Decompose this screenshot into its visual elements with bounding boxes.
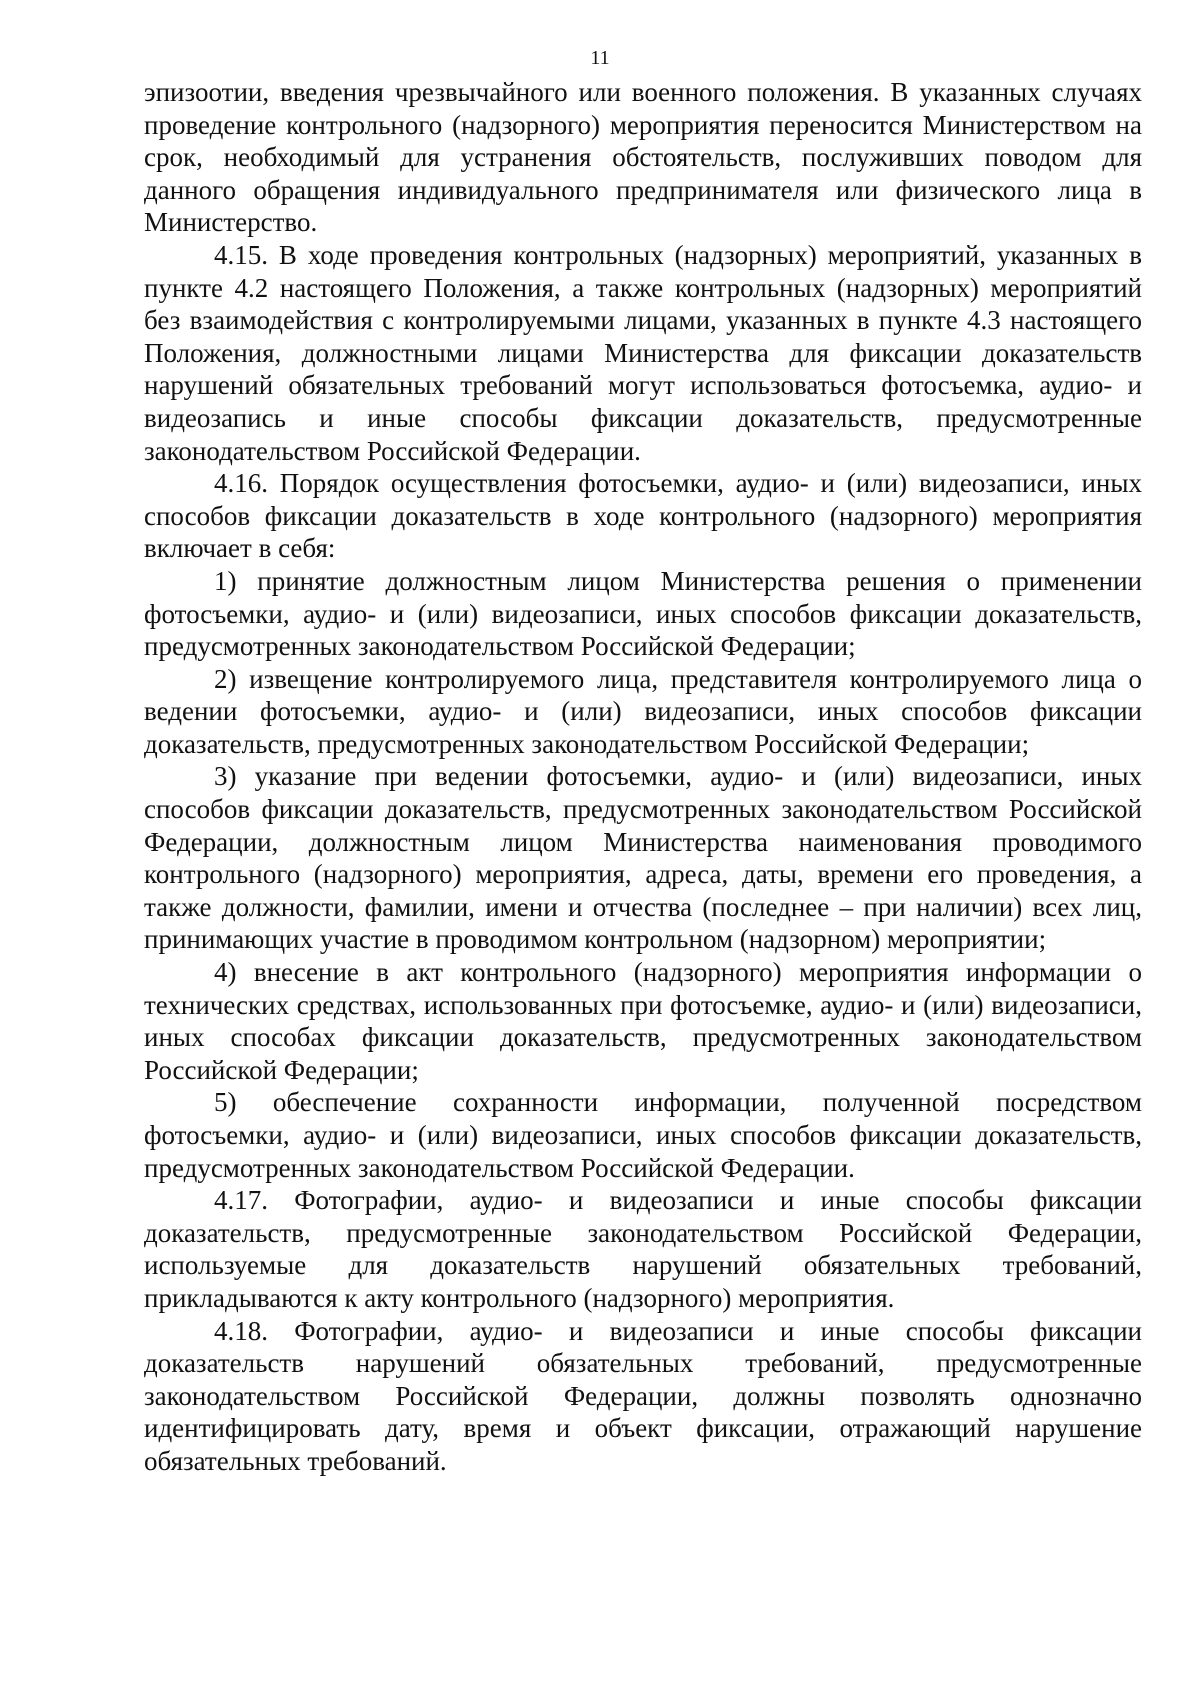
list-item-1: 1) принятие должностным лицом Министерства решения о применении фотосъемки, аудио- и (или) видеозаписи, иных способов фиксации доказательств, предусмотренных законодательством Российской Федерации; bbox=[144, 565, 1142, 662]
list-item-4: 4) внесение в акт контрольного (надзорного) мероприятия информации о технических средствах, использованных при фотосъемке, аудио- и (или) видеозаписи, иных способах фиксации доказательств, предусмотренных законодательством Российской Федерации; bbox=[144, 957, 1142, 1085]
list-item-2: 2) извещение контролируемого лица, представителя контролируемого лица о ведении фотосъемки, аудио- и (или) видеозаписи, иных способов фиксации доказательств, предусмотренных законодательством Российской Федерации; bbox=[144, 663, 1142, 759]
list-item-5: 5) обеспечение сохранности информации, полученной посредством фотосъемки, аудио- и (или) видеозаписи, иных способов фиксации доказательств, предусмотренных законодательством Российской Федерации. bbox=[144, 1087, 1142, 1183]
list-item-3: 3) указание при ведении фотосъемки, аудио- и (или) видеозаписи, иных способов фиксации доказательств, предусмотренных законодательством Российской Федерации, должностным лицом Министерства наименования проводимого контрольного (надзорного) мероприятия, адреса, даты, времени его проведения, а также должности, фамилии, имени и отчества (последнее – при наличии) всех лиц, принимающих участие в проводимом контрольном (надзорном) мероприятии; bbox=[144, 761, 1142, 955]
paragraph-continuation: эпизоотии, введения чрезвычайного или военного положения. В указанных случаях проведение контрольного (надзорного) мероприятия переносится Министерством на срок, необходимый для устранения обстоятельств, послуживших поводом для данного обращения индивидуального предпринимателя или физического лица в Министерство. bbox=[144, 77, 1142, 238]
document-body bbox=[144, 76, 1142, 1478]
paragraph-4-18: 4.18. Фотографии, аудио- и видеозаписи и иные способы фиксации доказательств нарушений обязательных требований, предусмотренные законодательством Российской Федерации, должны позволять однозначно идентифицировать дату, время и объект фиксации, отражающий нарушение обязательных требований. bbox=[144, 1315, 1142, 1476]
paragraph-4-15: 4.15. В ходе проведения контрольных (надзорных) мероприятий, указанных в пункте 4.2 настоящего Положения, а также контрольных (надзорных) мероприятий без взаимодействия с контролируемыми лицами, указанных в пункте 4.3 настоящего Положения, должностными лицами Министерства для фиксации доказательств нарушений обязательных требований могут использоваться фотосъемка, аудио- и видеозапись и иные способы фиксации доказательств, предусмотренные законодательством Российской Федерации. bbox=[144, 239, 1142, 466]
paragraph-4-16: 4.16. Порядок осуществления фотосъемки, аудио- и (или) видеозаписи, иных способов фиксации доказательств в ходе контрольного (надзорного) мероприятия включает в себя: bbox=[144, 468, 1142, 564]
paragraph-4-17: 4.17. Фотографии, аудио- и видеозаписи и иные способы фиксации доказательств, предусмотренные законодательством Российской Федерации, используемые для доказательств нарушений обязательных требований, прикладываются к акту контрольного (надзорного) мероприятия. bbox=[144, 1185, 1142, 1313]
page-number: 11 bbox=[590, 47, 610, 69]
